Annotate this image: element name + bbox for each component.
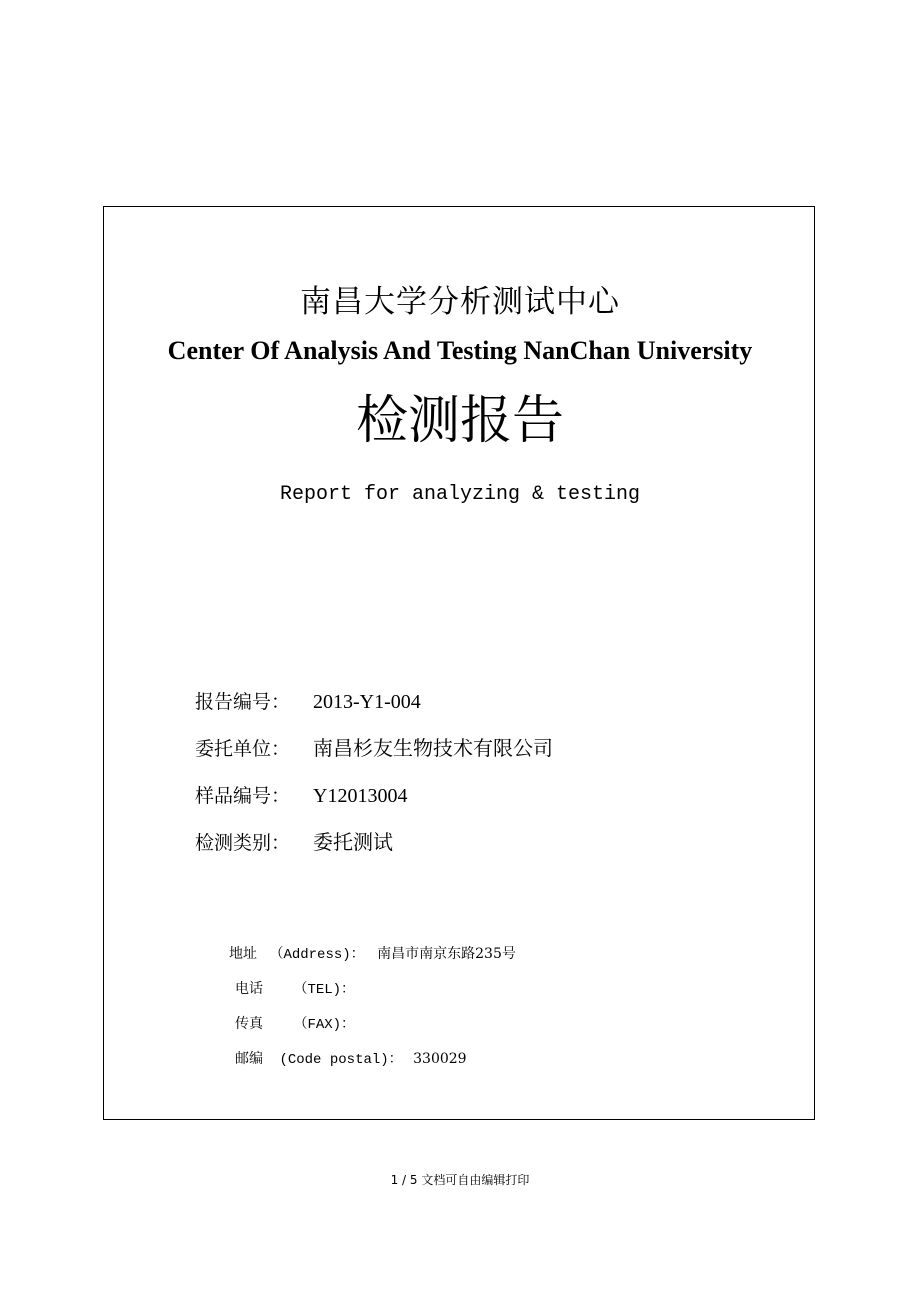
field-label: 样品编号： xyxy=(195,785,291,807)
contact-label-cn: 邮编 xyxy=(235,1051,263,1067)
field-value: 委托测试 xyxy=(313,832,393,854)
contact-fax xyxy=(235,1013,355,1035)
contact-label-cn: 传真 xyxy=(235,1016,263,1032)
contact-tel xyxy=(235,978,355,1000)
field-label: 报告编号： xyxy=(195,691,291,713)
field-client xyxy=(195,734,553,764)
contact-label-cn: 地址 xyxy=(229,946,257,962)
contact-address xyxy=(229,943,516,965)
field-value: 2013-Y1-004 xyxy=(313,691,421,713)
report-title-english: Report for analyzing & testing xyxy=(279,483,641,506)
field-test-category xyxy=(195,828,393,858)
contact-label-cn: 电话 xyxy=(235,981,263,997)
field-value: 南昌杉友生物技术有限公司 xyxy=(313,738,553,760)
field-value: Y12013004 xyxy=(313,785,408,807)
org-name-english: Center Of Analysis And Testing NanChan University xyxy=(167,336,753,365)
contact-value: 南昌市南京东路235号 xyxy=(377,946,516,962)
contact-value: 330029 xyxy=(413,1051,467,1067)
contact-postal xyxy=(235,1048,467,1070)
field-sample-number xyxy=(195,781,407,811)
contact-label-en: （FAX)： xyxy=(293,1017,356,1033)
contact-label-en: （TEL)： xyxy=(293,982,356,998)
contact-label-en: (Code postal)： xyxy=(279,1052,403,1068)
page-footer: 1 / 5 文档可自由编辑打印 xyxy=(390,1173,530,1187)
field-label: 委托单位： xyxy=(195,738,291,760)
field-label: 检测类别： xyxy=(195,832,291,854)
org-name-chinese: 南昌大学分析测试中心 xyxy=(300,284,620,320)
field-report-number xyxy=(195,687,421,717)
contact-label-en: （Address)： xyxy=(269,947,365,963)
report-title-chinese: 检测报告 xyxy=(355,391,564,451)
